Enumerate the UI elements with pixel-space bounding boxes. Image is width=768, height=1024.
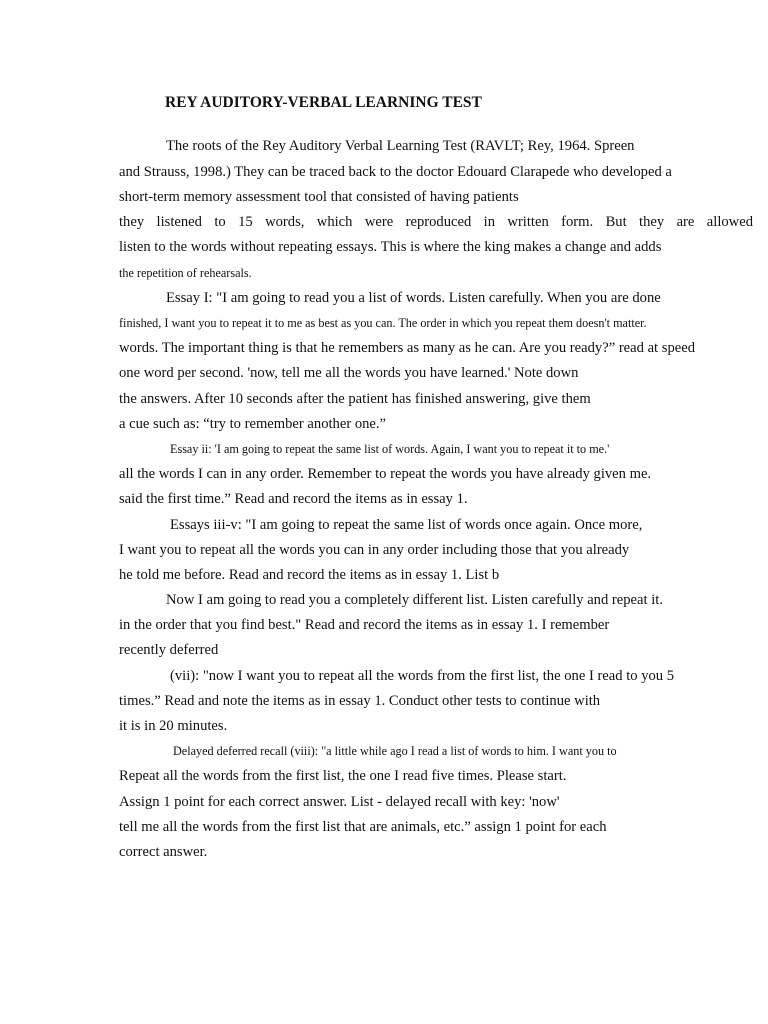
paragraph-line: a cue such as: “try to remember another one.” (119, 416, 387, 432)
paragraph-line: words. The important thing is that he remembers as many as he can. Are you ready?” read at speed (119, 340, 695, 356)
paragraph-line: Essays iii-v: "I am going to repeat the same list of words once again. Once more, (170, 517, 643, 533)
paragraph-line: finished, I want you to repeat it to me as best as you can. The order in which you repeat them doesn't matter. (119, 316, 647, 330)
paragraph-line: times.” Read and note the items as in essay 1. Conduct other tests to continue with (119, 693, 601, 709)
paragraph-line: Essay I: "I am going to read you a list of words. Listen carefully. When you are done (166, 290, 661, 306)
document-title: REY AUDITORY-VERBAL LEARNING TEST (165, 94, 482, 111)
paragraph-line: Assign 1 point for each correct answer. List - delayed recall with key: 'now' (119, 794, 560, 810)
paragraph-line: they listened to 15 words, which were reproduced in written form. But they are allowed (119, 214, 753, 230)
paragraph-line: correct answer. (119, 844, 208, 860)
paragraph-line: one word per second. 'now, tell me all the words you have learned.' Note down (119, 365, 579, 381)
paragraph-line: recently deferred (119, 642, 219, 658)
paragraph-line: Now I am going to read you a completely different list. Listen carefully and repeat it. (166, 592, 663, 608)
paragraph-line: the repetition of rehearsals. (119, 266, 252, 280)
paragraph-line: tell me all the words from the first list that are animals, etc.” assign 1 point for each (119, 819, 607, 835)
paragraph-line: short-term memory assessment tool that consisted of having patients (119, 189, 519, 205)
paragraph-line: listen to the words without repeating essays. This is where the king makes a change and adds (119, 239, 662, 255)
paragraph-line: it is in 20 minutes. (119, 718, 228, 734)
paragraph-line: The roots of the Rey Auditory Verbal Learning Test (RAVLT; Rey, 1964. Spreen (166, 138, 635, 154)
paragraph-line: in the order that you find best." Read and record the items as in essay 1. I remember (119, 617, 610, 633)
paragraph-line: all the words I can in any order. Remember to repeat the words you have already given me. (119, 466, 652, 482)
paragraph-line: said the first time.” Read and record the items as in essay 1. (119, 491, 468, 507)
paragraph-line: (vii): "now I want you to repeat all the words from the first list, the one I read to you 5 (170, 668, 675, 684)
paragraph-line: I want you to repeat all the words you can in any order including those that you already (119, 542, 630, 558)
paragraph-line: Repeat all the words from the first list, the one I read five times. Please start. (119, 768, 567, 784)
paragraph-line: Delayed deferred recall (viii): "a little while ago I read a list of words to him. I want you to (173, 744, 617, 758)
paragraph-line: he told me before. Read and record the items as in essay 1. List b (119, 567, 500, 583)
paragraph-line: Essay ii: 'I am going to repeat the same list of words. Again, I want you to repeat it to me.' (170, 442, 610, 456)
paragraph-line: the answers. After 10 seconds after the patient has finished answering, give them (119, 391, 591, 407)
paragraph-line: and Strauss, 1998.) They can be traced back to the doctor Edouard Clarapede who developed a (119, 164, 672, 180)
